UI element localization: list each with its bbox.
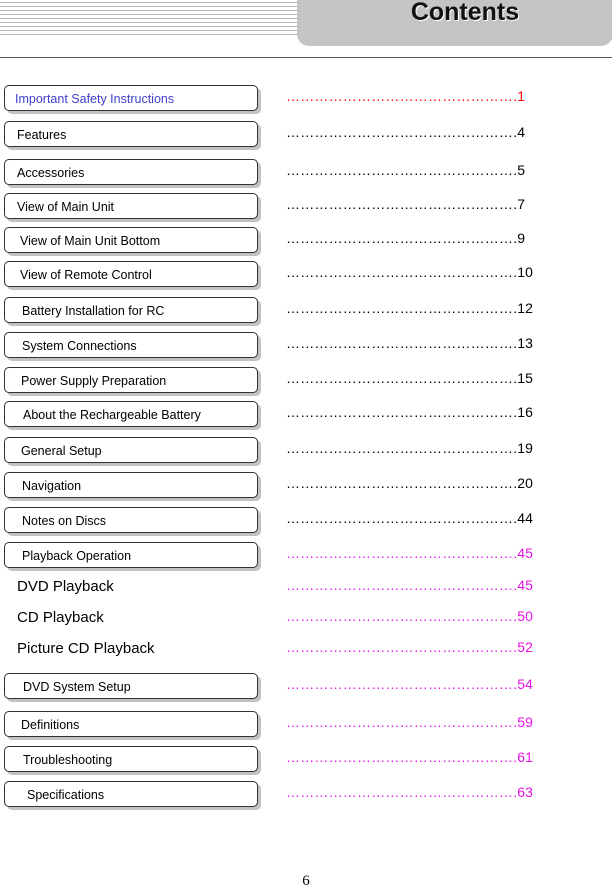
toc-entry-label: Features <box>17 128 67 142</box>
toc-leader <box>286 122 525 142</box>
toc-page-number: 59 <box>517 714 533 730</box>
toc-leader <box>286 747 533 767</box>
toc-page-number: 13 <box>517 335 533 351</box>
header-decorative-lines <box>0 2 298 36</box>
toc-entry-label: General Setup <box>21 444 102 458</box>
toc-leader <box>286 438 533 458</box>
toc-entry-label: CD Playback <box>17 609 104 626</box>
toc-leader <box>286 262 533 282</box>
toc-entry-label: View of Remote Control <box>20 268 152 282</box>
dot-leader: …………………………………………. <box>286 475 518 491</box>
toc-leader <box>286 543 533 563</box>
toc-leader <box>286 194 525 214</box>
toc-entry-box <box>4 227 258 253</box>
toc-leader <box>286 160 525 180</box>
dot-leader: …………………………………………. <box>286 676 518 692</box>
toc-leader <box>286 606 533 626</box>
toc-leader <box>286 333 533 353</box>
toc-entry-box <box>4 781 258 807</box>
toc-leader <box>286 782 533 802</box>
toc-entry-box <box>4 85 258 111</box>
toc-entry-label: Troubleshooting <box>23 753 113 767</box>
page-number: 6 <box>302 873 310 889</box>
toc-entry-box <box>4 711 258 737</box>
toc-leader <box>286 674 533 694</box>
toc-entry-box <box>4 332 258 358</box>
toc-leader <box>286 473 533 493</box>
toc-entry-label: DVD System Setup <box>23 680 131 694</box>
toc-page-number: 9 <box>517 230 526 246</box>
dot-leader: …………………………………………. <box>286 440 518 456</box>
dot-leader: …………………………………………. <box>286 639 518 655</box>
toc-leader <box>286 368 533 388</box>
toc-page-number: 7 <box>517 196 526 212</box>
dot-leader: …………………………………………. <box>286 714 518 730</box>
dot-leader: …………………………………………. <box>286 264 518 280</box>
toc-subentry <box>17 577 114 597</box>
toc-entry-box <box>4 193 258 219</box>
toc-entry-box <box>4 367 258 393</box>
toc-entry-box <box>4 159 258 185</box>
toc-page-number: 45 <box>517 545 533 561</box>
toc-entry-label: View of Main Unit Bottom <box>20 234 161 248</box>
dot-leader: …………………………………………. <box>286 784 518 800</box>
dot-leader: …………………………………………. <box>286 608 518 624</box>
dot-leader: …………………………………………. <box>286 577 518 593</box>
toc-entry-label: View of Main Unit <box>17 200 115 214</box>
toc-leader <box>286 575 533 595</box>
toc-page-number: 45 <box>517 577 533 593</box>
toc-page-number: 15 <box>517 370 533 386</box>
toc-entry-box <box>4 746 258 772</box>
toc-page-number: 61 <box>517 749 533 765</box>
toc-leader <box>286 298 533 318</box>
dot-leader: …………………………………………. <box>286 510 518 526</box>
toc-page-number: 52 <box>517 639 533 655</box>
dot-leader: …………………………………………. <box>286 545 518 561</box>
dot-leader: …………………………………………. <box>286 370 518 386</box>
toc-entry-box <box>4 121 258 147</box>
toc-page-number: 54 <box>517 676 533 692</box>
dot-leader: …………………………………………. <box>286 124 518 140</box>
toc-entry-box <box>4 261 258 287</box>
toc-entry-box <box>4 437 258 463</box>
toc-page-number: 19 <box>517 440 533 456</box>
toc-entry-label: System Connections <box>22 339 137 353</box>
toc-page-number: 12 <box>517 300 533 316</box>
dot-leader: …………………………………………. <box>286 230 518 246</box>
toc-entry-label: Notes on Discs <box>22 514 107 528</box>
toc-page-number: 63 <box>517 784 533 800</box>
toc-entry-label: About the Rechargeable Battery <box>23 408 201 422</box>
dot-leader: …………………………………………. <box>286 749 518 765</box>
toc-leader <box>286 637 533 657</box>
toc-page-number: 1 <box>517 88 526 104</box>
toc-entry-box <box>4 297 258 323</box>
toc-subentry <box>17 639 155 659</box>
toc-subentry <box>17 608 104 628</box>
page-title: Contents <box>410 0 520 26</box>
toc-page-number: 20 <box>517 475 533 491</box>
dot-leader: …………………………………………. <box>286 162 518 178</box>
toc-entry-label: Playback Operation <box>22 549 132 563</box>
toc-entry-box <box>4 472 258 498</box>
dot-leader: …………………………………………. <box>286 196 518 212</box>
toc-leader <box>286 508 533 528</box>
toc-leader <box>286 86 525 106</box>
toc-page-number: 10 <box>517 264 533 280</box>
toc-page-number: 44 <box>517 510 533 526</box>
toc-entry-label: Accessories <box>17 166 85 180</box>
dot-leader: …………………………………………. <box>286 404 518 420</box>
toc-leader <box>286 712 533 732</box>
toc-entry-label: Important Safety Instructions <box>15 92 175 106</box>
toc-page-number: 4 <box>517 124 526 140</box>
toc-entry-box <box>4 542 258 568</box>
dot-leader: …………………………………………. <box>286 88 518 104</box>
toc-entry-label: Specifications <box>27 788 105 802</box>
toc-entry-box <box>4 401 258 427</box>
toc-entry-box <box>4 507 258 533</box>
toc-page-number: 16 <box>517 404 533 420</box>
header-divider <box>0 57 612 58</box>
toc-entry-box <box>4 673 258 699</box>
toc-page-number: 5 <box>517 162 526 178</box>
toc-entry-label: Picture CD Playback <box>17 640 155 657</box>
toc-leader <box>286 402 533 422</box>
dot-leader: …………………………………………. <box>286 300 518 316</box>
toc-page-number: 50 <box>517 608 533 624</box>
toc-entry-label: DVD Playback <box>17 578 114 595</box>
toc-entry-label: Definitions <box>21 718 80 732</box>
toc-entry-label: Battery Installation for RC <box>22 304 165 318</box>
toc-leader <box>286 228 525 248</box>
toc-entry-label: Navigation <box>22 479 82 493</box>
dot-leader: …………………………………………. <box>286 335 518 351</box>
toc-entry-label: Power Supply Preparation <box>21 374 167 388</box>
